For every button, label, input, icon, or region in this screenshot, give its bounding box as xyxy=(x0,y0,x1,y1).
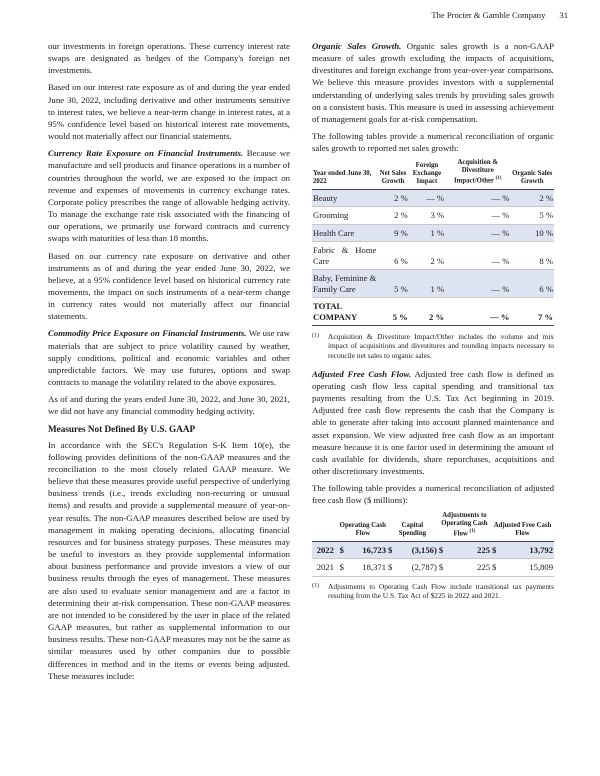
cell-net-sales: 2 % xyxy=(377,189,408,207)
cell-fx: 1 % xyxy=(409,224,445,242)
currency-heading: Currency Rate Exposure on Financial Instruments. xyxy=(48,148,244,159)
currency-text: Because we manufacture and sell products and finance operations in a number of countries throughout the world, we are exposed to the impact on revenue and expenses of movements in currency exchange rates. Corporate policy prescribes the range of allowable hedging activity. To manage the exchange rate risk associated with the financing of our operations, we primarily use forward contracts and currency swaps with maturities of less than 18 months. xyxy=(48,148,291,244)
cell-dollar: $ xyxy=(339,541,351,559)
paragraph-currency-rate: Based on our currency rate exposure on derivative and other instruments as of and during the year ended June 30, 2022, we believe, at a 95% confidence level based on historical currency rate movements, the impact on such instruments of a near-term change in currency rates would not materially affect our financial statements. xyxy=(48,250,290,322)
footnote-marker: (1) xyxy=(312,582,319,589)
cell-fx: — % xyxy=(409,189,445,207)
footnote-text: Acquisition & Divestiture Impact/Other includes the volume and mix impact of acquisitions and divestitures and rounding impacts necessary to reconcile net sales to organic sales. xyxy=(328,332,554,360)
table-row xyxy=(312,224,554,242)
cell-dollar: $ xyxy=(438,541,450,559)
adjusted-fcf-table xyxy=(312,512,554,577)
cell-acq: — % xyxy=(445,224,510,242)
fcf-heading: Adjusted Free Cash Flow. xyxy=(312,368,412,379)
section-heading-non-gaap: Measures Not Defined By U.S. GAAP xyxy=(48,423,196,434)
company-name: The Procter & Gamble Company xyxy=(431,10,546,20)
table-row xyxy=(312,207,554,225)
cell-organic: 2 % xyxy=(510,189,554,207)
page-number: 31 xyxy=(559,10,568,20)
cell-segment: Fabric & Home Care xyxy=(312,242,377,270)
cell-ocf: 16,723 xyxy=(351,541,387,559)
cell-dollar: $ xyxy=(491,559,503,577)
paragraph-currency-exposure xyxy=(48,147,290,244)
header-capex: Capital Spending xyxy=(387,512,438,542)
cell-segment: Baby, Feminine & Family Care xyxy=(312,270,377,298)
table-header-row xyxy=(312,159,554,189)
cell-adj: 225 xyxy=(450,541,491,559)
header-adj xyxy=(438,512,491,542)
footnote-text: Adjustments to Operating Cash Flow include transitional tax payments resulting from the U.S. Tax Act of $225 in 2022 and 2021. xyxy=(328,581,554,600)
header-net-sales: Net Sales Growth xyxy=(377,159,408,189)
cell-dollar: $ xyxy=(387,559,399,577)
table-row xyxy=(312,242,554,270)
fcf-text: Adjusted free cash flow is defined as operating cash flow less capital spending and transitional tax payments resulting from the U.S. Tax Act beginning in 2019. Adjusted free cash flow represents the cash that the Company is able to generate after taking into account planned maintenance and asset expansion. We view adjusted free cash flow as an important measure because it is one factor used in determining the amount of cash available for dividends, share repurchases, acquisitions and other discretionary investments. xyxy=(312,368,554,477)
organic-heading: Organic Sales Growth. xyxy=(312,41,402,51)
header-fx: Foreign Exchange Impact xyxy=(409,159,445,189)
cell-capex: (3,156) xyxy=(399,541,438,559)
footnote-tax-act xyxy=(312,582,554,600)
cell-dollar: $ xyxy=(438,559,450,577)
cell-capex: (2,787) xyxy=(399,559,438,577)
organic-text: Organic sales growth is a non-GAAP measure of sales growth excluding the impacts of acquisitions, divestitures and foreign exchange from year-over-year comparisons. We believe this measure provides investors with a supplemental understanding of underlying sales trends by providing sales growth on a consistent basis. This measure is used in assessing achievement of management goals for at-risk compensation. xyxy=(312,41,554,124)
cell-acq: — % xyxy=(445,242,510,270)
footnote-marker: (1) xyxy=(312,333,319,340)
cell-organic: 8 % xyxy=(510,242,554,270)
header-acq-mark: (1) xyxy=(495,176,502,182)
cell-adj: 225 xyxy=(450,559,491,577)
table-row xyxy=(312,189,554,207)
page-header xyxy=(431,10,568,20)
cell-fx: 2 % xyxy=(409,242,445,270)
cell-fx: 1 % xyxy=(409,270,445,298)
cell-fx: 2 % xyxy=(409,298,445,326)
organic-table-intro: The following tables provide a numerical reconciliation of organic sales growth to reported net sales growth: xyxy=(312,131,554,154)
cell-organic: 10 % xyxy=(510,224,554,242)
cell-acq: — % xyxy=(445,189,510,207)
table-row-total xyxy=(312,298,554,326)
paragraph-non-gaap: In accordance with the SEC's Regulation S-K Item 10(e), the following provides definitions of the non-GAAP measures and the reconciliation to the most closely related GAAP measure. We believe that these measures provide useful perspective of underlying business trends (i.e., trends excluding non-recurring or unusual items) and results and provide a supplemental measure of year-on-year results. The non-GAAP measures described below are used by management in making operating decisions, allocating financial resources and for business strategy purposes. These measures may be useful to investors as they provide supplemental information about business performance and provide investors a view of our business results through the eyes of management. These measures are also used to evaluate senior management and are a factor in determining their at-risk compensation. These non-GAAP measures are not intended to be considered by the user in place of the related GAAP measures, but rather as supplemental information to our business results. These non-GAAP measures may not be the same as similar measures used by other companies due to possible differences in method and in the items or events being adjusted. These measures include: xyxy=(48,439,290,681)
fcf-table-intro: The following table provides a numerical reconciliation of adjusted free cash flow ($ millions): xyxy=(312,483,554,506)
paragraph-commodity-exposure xyxy=(48,327,290,388)
table-row xyxy=(312,270,554,298)
table-header-row xyxy=(312,512,554,542)
cell-segment: TOTAL COMPANY xyxy=(312,298,377,326)
header-ocf: Operating Cash Flow xyxy=(339,512,387,542)
cell-segment: Beauty xyxy=(312,189,377,207)
cell-afcf: 15,809 xyxy=(503,559,554,577)
cell-dollar: $ xyxy=(339,559,351,577)
footnote-acquisition xyxy=(312,332,554,360)
paragraph-adjusted-fcf xyxy=(312,368,554,477)
cell-segment: Grooming xyxy=(312,207,377,225)
table-row xyxy=(312,541,554,559)
cell-organic: 5 % xyxy=(510,207,554,225)
cell-organic: 6 % xyxy=(510,270,554,298)
header-adj-mark: (1) xyxy=(469,528,476,534)
table-row xyxy=(312,559,554,577)
cell-acq: — % xyxy=(445,298,510,326)
header-adj-label: Adjustments to Operating Cash Flow xyxy=(441,511,488,537)
cell-ocf: 18,371 xyxy=(351,559,387,577)
cell-net-sales: 5 % xyxy=(377,298,408,326)
cell-acq: — % xyxy=(445,207,510,225)
header-segment: Year ended June 30, 2022 xyxy=(312,159,377,189)
cell-year: 2021 xyxy=(312,559,339,577)
paragraph-interest-rate: Based on our interest rate exposure as of and during the year ended June 30, 2022, including derivative and other instruments sensitive to interest rates, we believe a near-term change in interest rates, at a 95% confidence level based on historical interest rate movements, would not materially affect our financial statements. xyxy=(48,82,290,142)
cell-segment: Health Care xyxy=(312,224,377,242)
cell-fx: 3 % xyxy=(409,207,445,225)
header-acq-label: Acquisition & Divestiture Impact/Other xyxy=(454,159,499,185)
paragraph-foreign-hedges: our investments in foreign operations. These currency interest rate swaps are designated as hedges of the Company's foreign net investments. xyxy=(48,41,290,76)
cell-acq: — % xyxy=(445,270,510,298)
cell-net-sales: 9 % xyxy=(377,224,408,242)
header-acq xyxy=(445,159,510,189)
right-column xyxy=(312,40,554,608)
cell-dollar: $ xyxy=(491,541,503,559)
commodity-heading: Commodity Price Exposure on Financial Instruments. xyxy=(48,328,247,339)
cell-organic: 7 % xyxy=(510,298,554,326)
left-column xyxy=(48,40,290,687)
cell-year: 2022 xyxy=(312,541,339,559)
cell-net-sales: 2 % xyxy=(377,207,408,225)
cell-dollar: $ xyxy=(387,541,399,559)
cell-afcf: 13,792 xyxy=(503,541,554,559)
header-organic: Organic Sales Growth xyxy=(510,159,554,189)
cell-net-sales: 6 % xyxy=(377,242,408,270)
commodity-text: We use raw materials that are subject to price volatility caused by weather, supply conditions, political and economic variables and other unpredictable factors. We may use futures, options and swap contracts to manage the volatility related to the above exposures. xyxy=(48,328,290,388)
cell-net-sales: 5 % xyxy=(377,270,408,298)
paragraph-commodity-hedging: As of and during the years ended June 30, 2022, and June 30, 2021, we did not have any financial commodity hedging activity. xyxy=(48,394,290,417)
organic-sales-table xyxy=(312,159,554,326)
paragraph-organic-sales xyxy=(312,40,554,125)
header-afcf: Adjusted Free Cash Flow xyxy=(491,512,554,542)
